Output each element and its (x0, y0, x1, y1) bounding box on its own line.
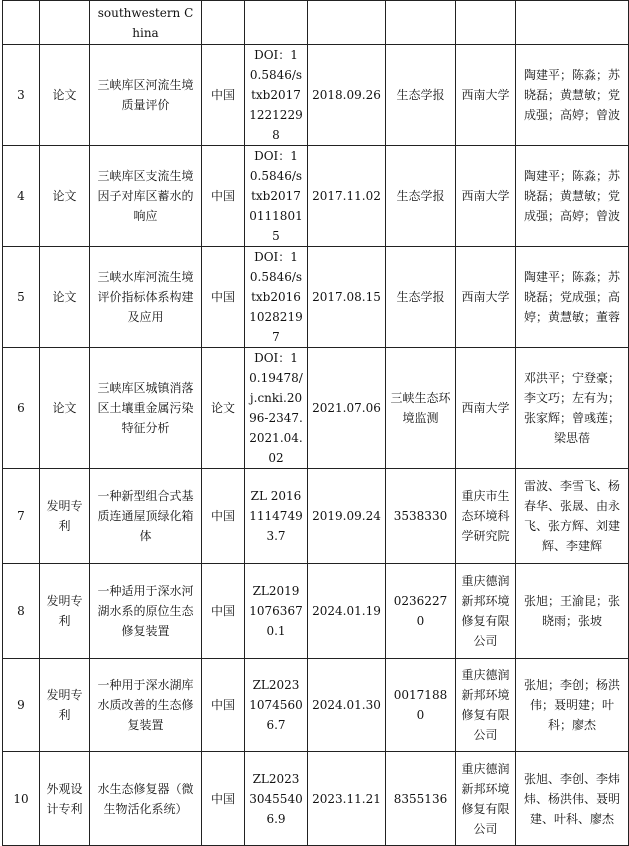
row-number: 8 (3, 564, 40, 659)
identifier (245, 1, 308, 45)
authors: 张旭；王渝昆；张晓雨；张坡 (516, 564, 629, 659)
row-number: 4 (3, 146, 40, 247)
country: 论文 (202, 348, 245, 469)
identifier: ZL202330455406.9 (245, 752, 308, 846)
authors (516, 1, 629, 45)
date: 2024.01.30 (308, 659, 386, 752)
organization: 西南大学 (456, 348, 516, 469)
table-row (3, 247, 629, 348)
achievement-title: 三峡水库河流生境评价指标体系构建及应用 (90, 247, 202, 348)
achievement-type: 论文 (40, 45, 90, 146)
achievement-title: 一种新型组合式基质连通屋顶绿化箱体 (90, 469, 202, 564)
country: 中国 (202, 752, 245, 846)
organization: 重庆市生态环境科学研究院 (456, 469, 516, 564)
achievement-title: southwestern China (90, 1, 202, 45)
date: 2021.07.06 (308, 348, 386, 469)
organization: 重庆德润新邦环境修复有限公司 (456, 564, 516, 659)
achievement-title: 水生态修复器（微生物活化系统） (90, 752, 202, 846)
achievement-type: 论文 (40, 247, 90, 348)
organization: 西南大学 (456, 45, 516, 146)
country: 中国 (202, 45, 245, 146)
identifier: DOI：10.5846/stxb201712212298 (245, 45, 308, 146)
date: 2024.01.19 (308, 564, 386, 659)
country: 中国 (202, 247, 245, 348)
date: 2017.08.15 (308, 247, 386, 348)
country: 中国 (202, 469, 245, 564)
authors: 张旭；李创；杨洪伟；聂明建；叶科；廖杰 (516, 659, 629, 752)
country: 中国 (202, 564, 245, 659)
date (308, 1, 386, 45)
identifier: ZL201910763670.1 (245, 564, 308, 659)
date: 2023.11.21 (308, 752, 386, 846)
organization: 重庆德润新邦环境修复有限公司 (456, 752, 516, 846)
table-row (3, 348, 629, 469)
achievement-title: 一种适用于深水河湖水系的原位生态修复装置 (90, 564, 202, 659)
table-row (3, 45, 629, 146)
country: 中国 (202, 146, 245, 247)
achievement-type: 外观设计专利 (40, 752, 90, 846)
venue: 生态学报 (386, 45, 456, 146)
achievement-title: 一种用于深水湖库水质改善的生态修复装置 (90, 659, 202, 752)
venue: 三峡生态环境监测 (386, 348, 456, 469)
venue: 3538330 (386, 469, 456, 564)
identifier: ZL 201611147493.7 (245, 469, 308, 564)
achievement-type (40, 1, 90, 45)
authors: 张旭、李创、李炜炜、杨洪伟、聂明建、叶科、廖杰 (516, 752, 629, 846)
country (202, 1, 245, 45)
organization: 西南大学 (456, 247, 516, 348)
authors: 陶建平；陈淼；苏晓磊；黄慧敏；党成强；高婷；曾波 (516, 146, 629, 247)
authors: 邓洪平；宁登豪；李文巧；左有为；张家辉；曾彧莲；梁思蓓 (516, 348, 629, 469)
country: 中国 (202, 659, 245, 752)
authors: 陶建平；陈淼；苏晓磊；黄慧敏；党成强；高婷；曾波 (516, 45, 629, 146)
table-row (3, 564, 629, 659)
organization: 重庆德润新邦环境修复有限公司 (456, 659, 516, 752)
achievement-type: 发明专利 (40, 469, 90, 564)
date: 2017.11.02 (308, 146, 386, 247)
authors: 陶建平；陈淼；苏晓磊；党成强；高婷；黄慧敏；董蓉 (516, 247, 629, 348)
row-number: 9 (3, 659, 40, 752)
identifier: ZL202310745606.7 (245, 659, 308, 752)
identifier: DOI：10.5846/stxb201610282197 (245, 247, 308, 348)
venue (386, 1, 456, 45)
achievement-type: 论文 (40, 146, 90, 247)
venue: 8355136 (386, 752, 456, 846)
identifier: DOI：10.5846/stxb201701118015 (245, 146, 308, 247)
table-row (3, 659, 629, 752)
row-number: 7 (3, 469, 40, 564)
table-row (3, 469, 629, 564)
date: 2018.09.26 (308, 45, 386, 146)
venue: 生态学报 (386, 146, 456, 247)
table-row (3, 752, 629, 846)
date: 2019.09.24 (308, 469, 386, 564)
row-number: 6 (3, 348, 40, 469)
row-number: 10 (3, 752, 40, 846)
authors: 雷波、李雪飞、杨春华、张晟、由永飞、张方辉、刘建辉、李建辉 (516, 469, 629, 564)
achievements-table (2, 0, 629, 846)
organization (456, 1, 516, 45)
venue: 00171880 (386, 659, 456, 752)
achievement-title: 三峡库区支流生境因子对库区蓄水的响应 (90, 146, 202, 247)
venue: 生态学报 (386, 247, 456, 348)
identifier: DOI：10.19478/j.cnki.2096-2347.2021.04.02 (245, 348, 308, 469)
table-row (3, 146, 629, 247)
achievement-title: 三峡库区河流生境质量评价 (90, 45, 202, 146)
achievement-type: 论文 (40, 348, 90, 469)
achievement-type: 发明专利 (40, 564, 90, 659)
achievement-title: 三峡库区城镇消落区土壤重金属污染特征分析 (90, 348, 202, 469)
row-number (3, 1, 40, 45)
organization: 西南大学 (456, 146, 516, 247)
venue: 02362270 (386, 564, 456, 659)
achievement-type: 发明专利 (40, 659, 90, 752)
row-number: 3 (3, 45, 40, 146)
row-number: 5 (3, 247, 40, 348)
table-row (3, 1, 629, 45)
